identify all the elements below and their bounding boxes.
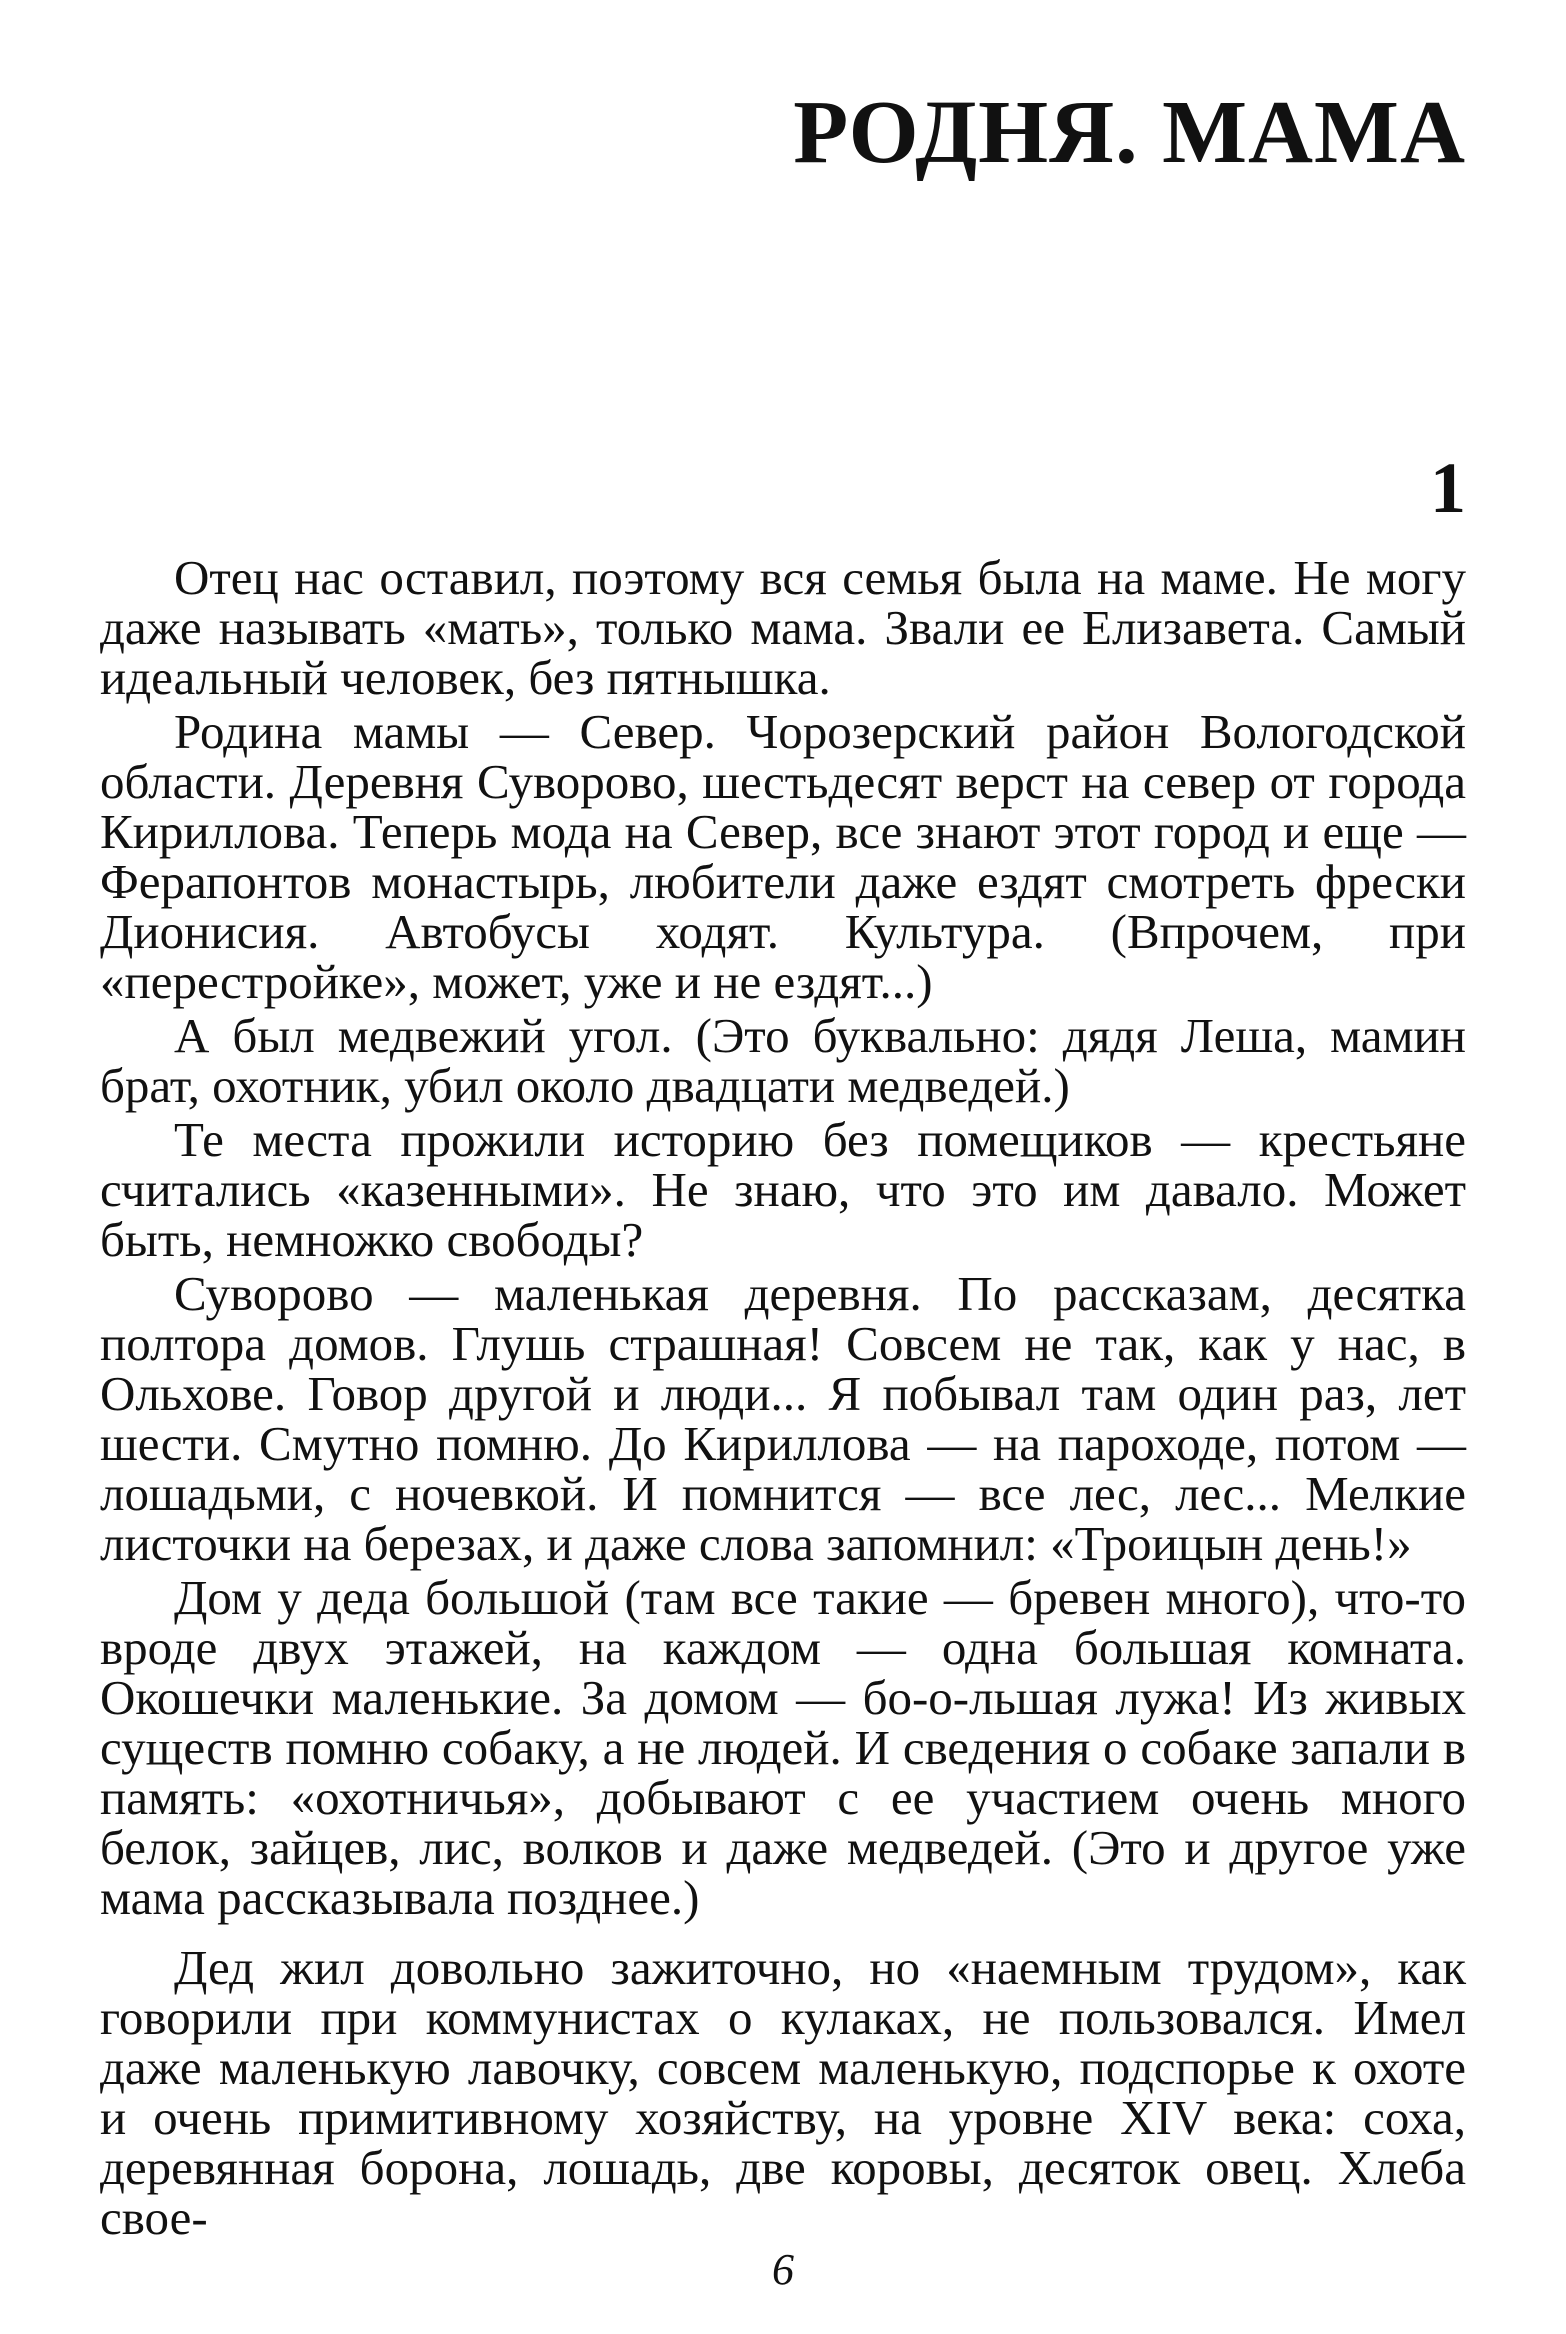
- paragraph: Те места прожили историю без помещиков — крестьяне считались «казенными». Не знаю, что это им давало. Может быть, немножко свободы?: [100, 1112, 1466, 1267]
- chapter-title: РОДНЯ. МАМА: [793, 83, 1466, 182]
- body-text: [100, 550, 1466, 2247]
- paragraph: Дед жил довольно зажиточно, но «наемным трудом», как говорили при коммунистах о кулаках, не пользовался. Имел даже маленькую лавочку, совсем маленькую, подспорье к охоте и очень примитивному хозяйству, на уровне XIV века: соха, деревянная борона, лошадь, две коровы, десяток овец. Хлеба свое-: [100, 1940, 1466, 2245]
- paragraph: Отец нас оставил, поэтому вся семья была на маме. Не могу даже называть «мать», только мама. Звали ее Елизавета. Самый идеальный человек, без пятнышка.: [100, 550, 1466, 705]
- section-number: 1: [1430, 448, 1466, 528]
- page-number: 6: [772, 2245, 794, 2294]
- paragraph: Суворово — маленькая деревня. По рассказам, десятка полтора домов. Глушь страшная! Совсем не так, как у нас, в Ольхове. Говор другой и люди... Я побывал там один раз, лет шести. Смутно помню. До Кириллова — на пароходе, потом — лошадьми, с ночевкой. И помнится — все лес, лес... Мелкие листочки на березах, и даже слова запомнил: «Троицын день!»: [100, 1266, 1466, 1571]
- paragraph: А был медвежий угол. (Это буквально: дядя Леша, мамин брат, охотник, убил около двадцати медведей.): [100, 1008, 1466, 1113]
- paragraph: Дом у деда большой (там все такие — бревен много), что-то вроде двух этажей, на каждом — одна большая комната. Окошечки маленькие. За домом — бо-о-льшая лужа! Из живых существ помню собаку, а не людей. И сведения о собаке запали в память: «охотничья», добывают с ее участием очень много белок, зайцев, лис, волков и даже медведей. (Это и другое уже мама рассказывала позднее.): [100, 1570, 1466, 1925]
- paragraph: Родина мамы — Север. Чорозерский район Вологодской области. Деревня Суворово, шестьдесят верст на север от города Кириллова. Теперь мода на Север, все знают этот город и еще — Ферапонтов монастырь, любители даже ездят смотреть фрески Дионисия. Автобусы ходят. Культура. (Впрочем, при «перестройке», может, уже и не ездят...): [100, 704, 1466, 1009]
